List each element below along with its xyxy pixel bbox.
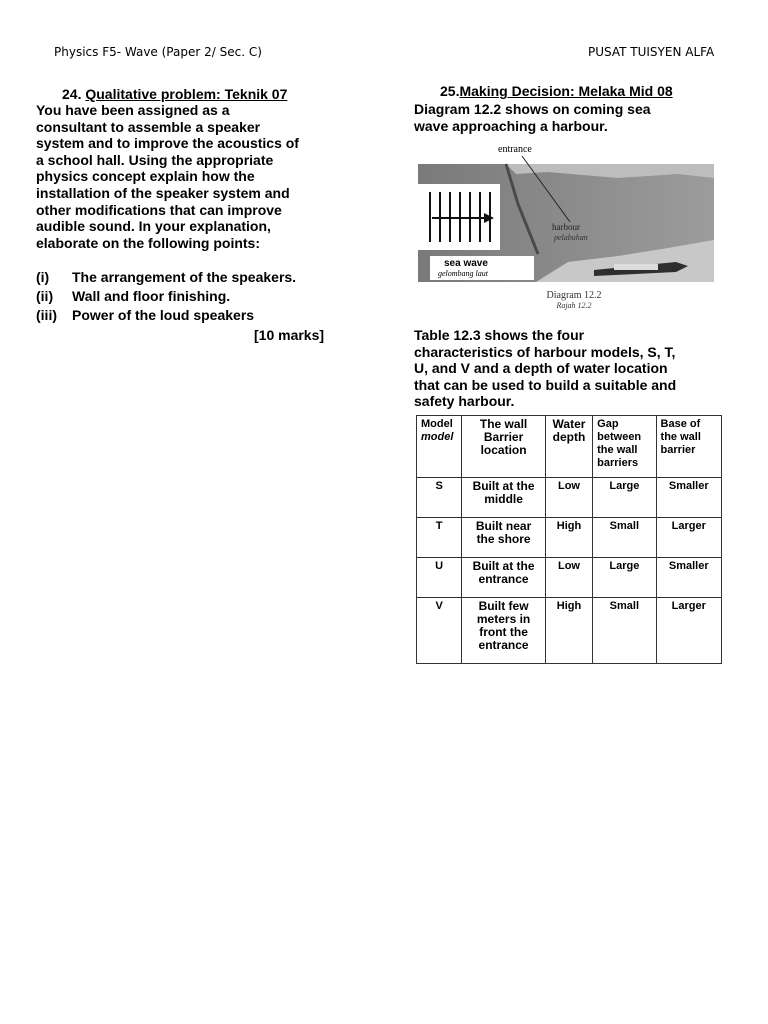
ship-deck: [614, 264, 658, 270]
diagram-caption: [524, 290, 624, 310]
cell-base: Larger: [656, 518, 721, 558]
header-model-en: Model: [421, 418, 453, 430]
cell-model: S: [417, 478, 462, 518]
cell-base: Smaller: [656, 558, 721, 598]
q24-points: [36, 269, 356, 326]
q25-title: Making Decision: Melaka Mid 08: [459, 83, 673, 99]
q25-intro: [414, 101, 744, 134]
point-text: The arrangement of the speakers.: [72, 269, 297, 285]
q24-line: consultant to assemble a speaker: [36, 118, 261, 135]
q24-number: 24.: [62, 86, 82, 102]
harbour-models-table: [416, 415, 722, 664]
header-depth: Water depth: [545, 416, 592, 478]
table-intro: [414, 327, 744, 410]
q24-title: Qualitative problem: Teknik 07: [85, 86, 288, 102]
cell-base: Smaller: [656, 478, 721, 518]
header-right: PUSAT TUISYEN ALFA: [588, 45, 715, 59]
cell-depth: High: [545, 598, 592, 664]
header-wall: The wall Barrier location: [462, 416, 546, 478]
q24-point: [36, 288, 356, 307]
table-row: [417, 518, 722, 558]
header-left: Physics F5- Wave (Paper 2/ Sec. C): [54, 45, 262, 59]
q24-line: audible sound. In your explanation,: [36, 218, 271, 235]
table-intro-line: safety harbour.: [414, 393, 515, 410]
cell-model: U: [417, 558, 462, 598]
header-model: [417, 416, 462, 478]
q24-point: [36, 269, 356, 288]
point-number: (i): [36, 269, 50, 285]
cell-gap: Large: [593, 478, 656, 518]
cell-model: V: [417, 598, 462, 664]
cell-wall: Built near the shore: [462, 518, 546, 558]
cell-gap: Small: [593, 518, 656, 558]
q24-line: system and to improve the acoustics of: [36, 135, 299, 152]
table-row: [417, 558, 722, 598]
q24-body: [36, 102, 366, 251]
table-row: [417, 598, 722, 664]
point-text: Wall and floor finishing.: [72, 288, 231, 304]
entrance-label: entrance: [498, 144, 532, 155]
header-gap: Gap between the wall barriers: [593, 416, 656, 478]
cell-base: Larger: [656, 598, 721, 664]
cell-wall: Built at the entrance: [462, 558, 546, 598]
point-text: Power of the loud speakers: [72, 307, 255, 323]
table-intro-line: that can be used to build a suitable and: [414, 376, 677, 393]
sea-wave-label: sea wave: [444, 258, 488, 269]
q24-line: other modifications that can improve: [36, 201, 282, 218]
cell-wall: Built few meters in front the entrance: [462, 598, 546, 664]
cell-depth: Low: [545, 478, 592, 518]
harbour-label: harbour: [552, 222, 580, 232]
q25-number: 25.: [440, 83, 460, 99]
cell-wall: Built at the middle: [462, 478, 546, 518]
table-intro-line: characteristics of harbour models, S, T,: [414, 343, 676, 360]
q24-point: [36, 307, 356, 326]
q24-line: a school hall. Using the appropriate: [36, 151, 274, 168]
header-base: Base of the wall barrier: [656, 416, 721, 478]
harbour-label-malay: pelabuhan: [554, 233, 588, 242]
table-header-row: [417, 416, 722, 478]
q24-line: elaborate on the following points:: [36, 234, 260, 251]
point-number: (iii): [36, 307, 57, 323]
q24-marks: [10 marks]: [254, 327, 325, 343]
sea-wave-label-malay: gelombang laut: [438, 269, 488, 278]
header-model-malay: model: [421, 431, 454, 443]
q25-intro-line: Diagram 12.2 shows on coming sea: [414, 101, 651, 117]
cell-depth: High: [545, 518, 592, 558]
q25-heading: [440, 83, 673, 99]
cell-depth: Low: [545, 558, 592, 598]
q24-line: You have been assigned as a: [36, 102, 230, 118]
cell-gap: Small: [593, 598, 656, 664]
q24-heading: [62, 86, 287, 102]
table-row: [417, 478, 722, 518]
point-number: (ii): [36, 288, 54, 304]
q24-line: physics concept explain how the: [36, 168, 255, 185]
diagram-caption-en: Diagram 12.2: [546, 290, 602, 301]
harbour-diagram: [418, 144, 714, 288]
q24-line: installation of the speaker system and: [36, 184, 290, 201]
cell-model: T: [417, 518, 462, 558]
cell-gap: Large: [593, 558, 656, 598]
q25-intro-line: wave approaching a harbour.: [414, 117, 608, 134]
table-intro-line: Table 12.3 shows the four: [414, 327, 585, 343]
diagram-caption-malay: Rajah 12.2: [556, 301, 592, 310]
table-intro-line: U, and V and a depth of water location: [414, 360, 668, 377]
